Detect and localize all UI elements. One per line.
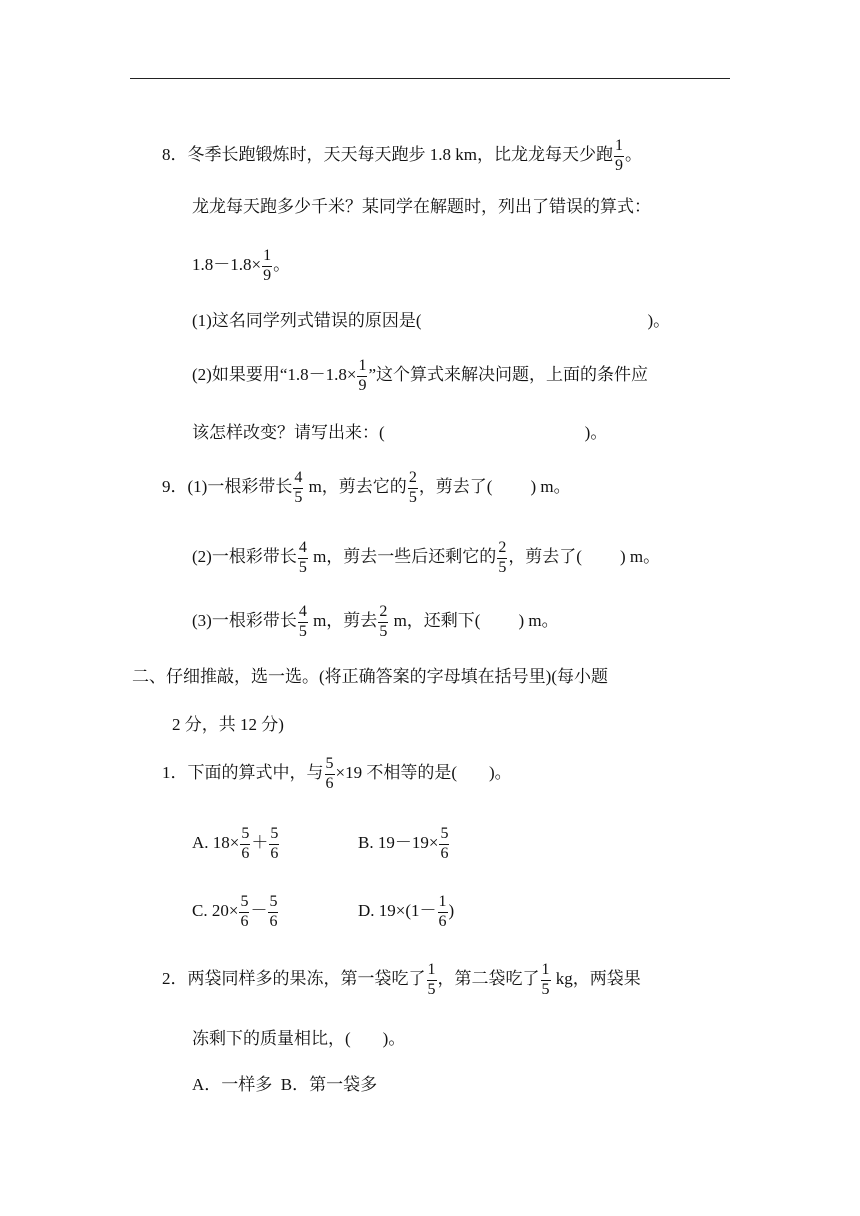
fraction-one-ninth: $\frac{1}{9}$ xyxy=(614,137,623,174)
fraction-two-fifths: $\frac{2}{5}$ xyxy=(379,603,388,640)
choice-q2: 2．两袋同样多的果冻，第一袋吃了 $\frac{1}{5}$ ，第二袋吃了 $\frac{1}{5}$ kg，两袋果 xyxy=(162,961,641,998)
fraction-one-sixth: $\frac{1}{6}$ xyxy=(438,893,447,930)
choice-q2-cont: 冻剩下的质量相比，( )。 xyxy=(192,1029,406,1048)
choice-q2-options[interactable]: A．一样多 B．第一袋多 xyxy=(192,1075,378,1094)
fraction-one-ninth: $\frac{1}{9}$ xyxy=(263,247,272,284)
fraction-five-sixths: $\frac{5}{6}$ xyxy=(270,825,279,862)
fraction-four-fifths: $\frac{4}{5}$ xyxy=(298,539,307,576)
choice-q2-number: 2． xyxy=(162,969,188,989)
fraction-two-fifths: $\frac{2}{5}$ xyxy=(408,469,417,506)
fraction-four-fifths: $\frac{4}{5}$ xyxy=(298,603,307,640)
choice-q1-option-b[interactable]: B. 19－19× $\frac{5}{6}$ xyxy=(358,825,449,862)
fraction-one-ninth: $\frac{1}{9}$ xyxy=(358,357,367,394)
q8-line1: 8．冬季长跑锻炼时，天天每天跑步 1.8 km，比龙龙每天少跑 $\frac{1}{9}$ 。 xyxy=(162,137,642,174)
fraction-five-sixths: $\frac{5}{6}$ xyxy=(240,893,249,930)
fraction-five-sixths: $\frac{5}{6}$ xyxy=(241,825,250,862)
fraction-one-fifth: $\frac{1}{5}$ xyxy=(541,961,550,998)
choice-q1-option-c[interactable]: C. 20× $\frac{5}{6}$ － $\frac{5}{6}$ xyxy=(192,893,278,930)
header-rule xyxy=(130,78,730,79)
choice-q1: 1．下面的算式中，与 $\frac{5}{6}$ ×19 不相等的是( )。 xyxy=(162,755,512,792)
fraction-five-sixths: $\frac{5}{6}$ xyxy=(440,825,449,862)
q8-number: 8． xyxy=(162,145,188,165)
q8-part2-line1: (2)如果要用“1.8－1.8× $\frac{1}{9}$ ”这个算式来解决问题，上面的条件应 xyxy=(192,357,649,394)
q9-part2: (2)一根彩带长 $\frac{4}{5}$ m，剪去一些后还剩它的 $\frac{2}{5}$ ，剪去了( ) m。 xyxy=(192,539,661,576)
q8-part1: (1)这名同学列式错误的原因是( )。 xyxy=(192,311,671,330)
q8-line3: 1.8－1.8× $\frac{1}{9}$ 。 xyxy=(192,247,291,284)
section-2-title-cont: 2 分，共 12 分) xyxy=(172,715,284,734)
q8-line2: 龙龙每天跑多少千米？某同学在解题时，列出了错误的算式： xyxy=(192,197,651,216)
choice-q1-number: 1． xyxy=(162,763,188,783)
fraction-two-fifths: $\frac{2}{5}$ xyxy=(498,539,507,576)
choice-q1-option-a[interactable]: A. 18× $\frac{5}{6}$ ＋ $\frac{5}{6}$ xyxy=(192,825,279,862)
fraction-one-fifth: $\frac{1}{5}$ xyxy=(427,961,436,998)
q9-part1: 9．(1)一根彩带长 $\frac{4}{5}$ m，剪去它的 $\frac{2}{5}$ ，剪去了( ) m。 xyxy=(162,469,571,506)
q9-part3: (3)一根彩带长 $\frac{4}{5}$ m，剪去 $\frac{2}{5}$ m，还剩下( ) m。 xyxy=(192,603,559,640)
q9-number: 9． xyxy=(162,477,188,497)
fraction-five-sixths: $\frac{5}{6}$ xyxy=(269,893,278,930)
fraction-four-fifths: $\frac{4}{5}$ xyxy=(294,469,303,506)
choice-q1-option-d[interactable]: D. 19×(1－ $\frac{1}{6}$ ) xyxy=(358,893,455,930)
fraction-five-sixths: $\frac{5}{6}$ xyxy=(325,755,334,792)
section-2-title: 二、仔细推敲，选一选。(将正确答案的字母填在括号里)(每小题 xyxy=(132,667,608,686)
q8-part2-line2: 该怎样改变？请写出来：( )。 xyxy=(192,423,608,442)
